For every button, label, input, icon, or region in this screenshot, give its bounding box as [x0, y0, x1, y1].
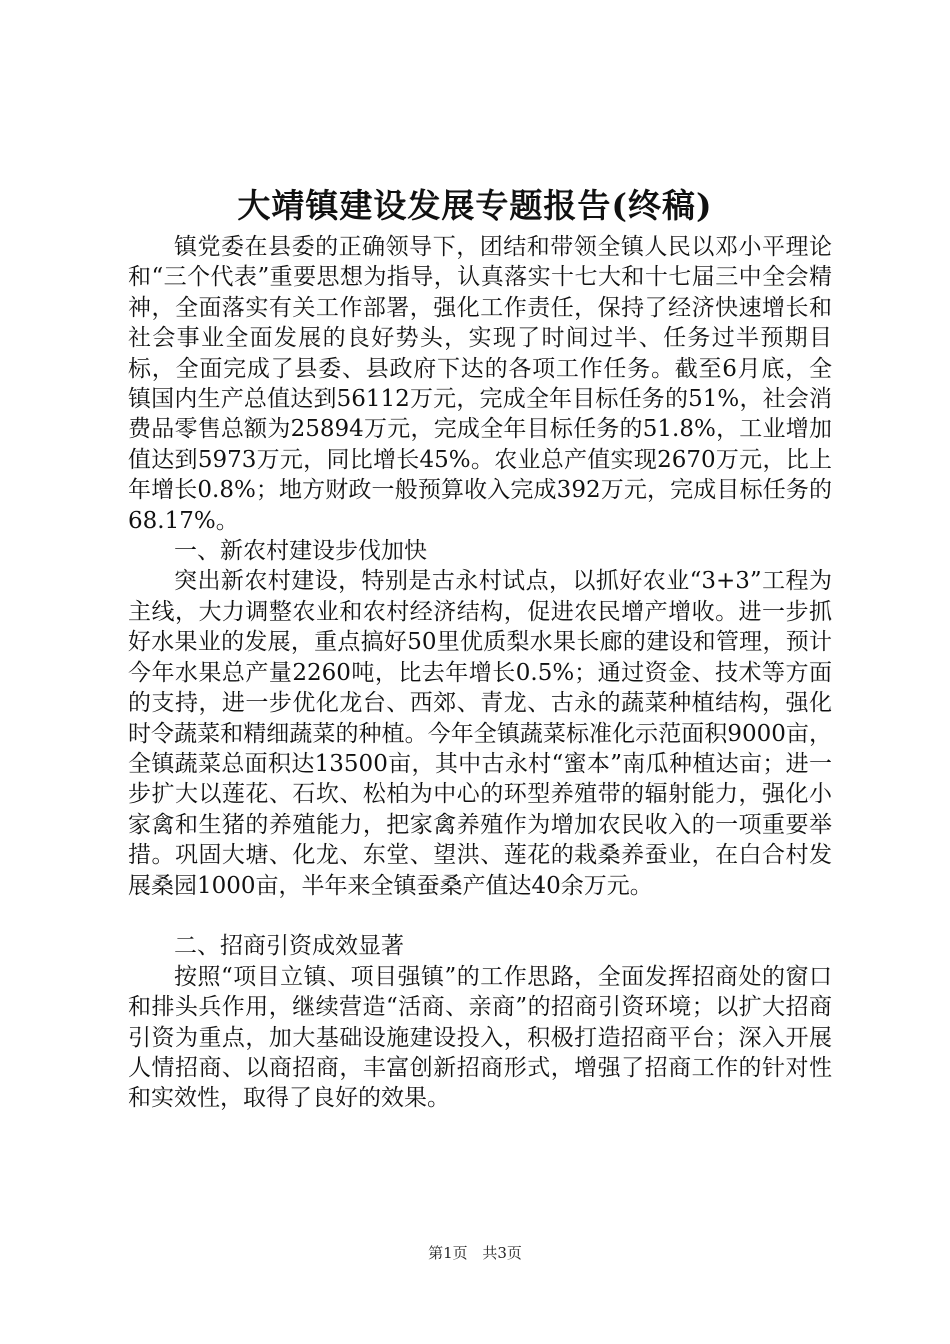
page-number: 第1页 [428, 1244, 468, 1262]
page-total: 共3页 [482, 1244, 522, 1262]
paragraph-gap [128, 901, 832, 931]
intro-paragraph: 镇党委在县委的正确领导下，团结和带领全镇人民以邓小平理论和“三个代表”重要思想为指导，认真落实十七大和十七届三中全会精神，全面落实有关工作部署，强化工作责任，保持了经济快速增长和社会事业全面发展的良好势头，实现了时间过半、任务过半预期目标，全面完成了县委、县政府下达的各项工作任务。截至6月底，全镇国内生产总值达到56112万元，完成全年目标任务的51%，社会消费品零售总额为25894万元，完成全年目标任务的51.8%，工业增加值达到5973万元，同比增长45%。农业总产值实现2670万元，比上年增长0.8%；地方财政一般预算收入完成392万元，完成目标任务的68.17%。 [128, 234, 832, 534]
section-heading-2: 二、招商引资成效显著 [174, 933, 404, 960]
page-title: 大靖镇建设发展专题报告(终稿) [237, 186, 713, 225]
section-body-2: 按照“项目立镇、项目强镇”的工作思路，全面发挥招商处的窗口和排头兵作用，继续营造“活商、亲商”的招商引资环境；以扩大招商引资为重点，加大基础设施建设投入，积极打造招商平台；深入开展人情招商、以商招商，丰富创新招商形式，增强了招商工作的针对性和实效性，取得了良好的效果。 [128, 963, 832, 1112]
section-body-1: 突出新农村建设，特别是古永村试点，以抓好农业“3+3”工程为主线，大力调整农业和农村经济结构，促进农民增产增收。进一步抓好水果业的发展，重点搞好50里优质梨水果长廊的建设和管理，预计今年水果总产量2260吨，比去年增长0.5%；通过资金、技术等方面的支持，进一步优化龙台、西郊、青龙、古永的蔬菜种植结构，强化时令蔬菜和精细蔬菜的种植。今年全镇蔬菜标准化示范面积9000亩，全镇蔬菜总面积达13500亩，其中古永村“蜜本”南瓜种植达亩；进一步扩大以莲花、石坎、松柏为中心的环型养殖带的辐射能力，强化小家禽和生猪的养殖能力，把家禽养殖作为增加农民收入的一项重要举措。巩固大塘、化龙、东堂、望洪、莲花的栽桑养蚕业，在白合村发展桑园1000亩，半年来全镇蚕桑产值达40余万元。 [128, 568, 832, 899]
page-footer [0, 1243, 950, 1263]
document-body [128, 232, 832, 1114]
section-heading-1: 一、新农村建设步伐加快 [174, 538, 427, 565]
